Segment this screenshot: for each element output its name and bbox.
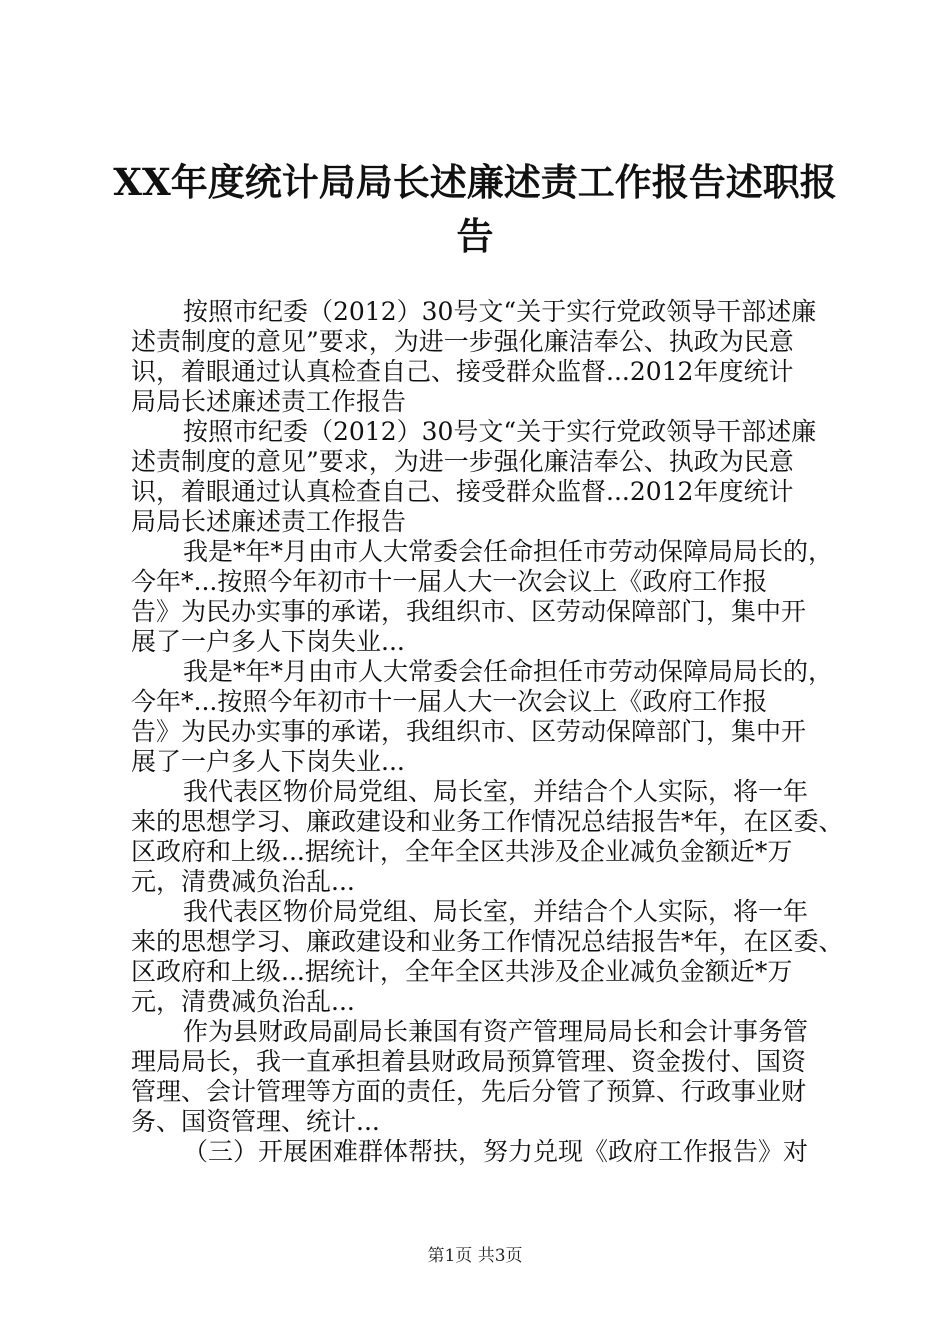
paragraph-5 <box>131 777 844 897</box>
paragraph-line: 务、国资管理、统计... <box>131 1107 380 1136</box>
paragraph-1 <box>131 297 831 417</box>
paragraph-line: 识，着眼通过认真检查自己、接受群众监督...2012年度统计 <box>131 477 794 506</box>
paragraph-line: 作为县财政局副局长兼国有资产管理局局长和会计事务管 <box>183 1017 809 1046</box>
document-title-line-1: XX年度统计局局长述廉述责工作报告述职报 <box>113 160 837 204</box>
paragraph-4 <box>131 657 834 777</box>
paragraph-line: 理局局长，我一直承担着县财政局预算管理、资金拨付、国资 <box>131 1047 807 1076</box>
paragraph-7 <box>131 1017 831 1137</box>
paragraph-line: 识，着眼通过认真检查自己、接受群众监督...2012年度统计 <box>131 357 794 386</box>
document-title-line-2: 告 <box>456 214 494 258</box>
paragraph-line: 管理、会计管理等方面的责任，先后分管了预算、行政事业财 <box>131 1077 807 1106</box>
paragraph-2 <box>131 417 831 537</box>
paragraph-line: （三）开展困难群体帮扶，努力兑现《政府工作报告》对 <box>183 1137 809 1166</box>
paragraph-line: 述责制度的意见”要求，为进一步强化廉洁奉公、执政为民意 <box>131 447 794 476</box>
paragraph-line: 局局长述廉述责工作报告 <box>131 387 407 416</box>
page-number-footer: 第1页 共3页 <box>427 1246 523 1266</box>
paragraph-line: 元，清费减负治乱... <box>131 867 355 896</box>
paragraph-line: 区政府和上级...据统计，全年全区共涉及企业减负金额近*万 <box>131 957 793 986</box>
paragraph-line: 述责制度的意见”要求，为进一步强化廉洁奉公、执政为民意 <box>131 327 794 356</box>
paragraph-line: 我是*年*月由市人大常委会任命担任市劳动保障局局长的， <box>183 537 834 566</box>
paragraph-line: 告》为民办实事的承诺，我组织市、区劳动保障部门，集中开 <box>131 597 807 626</box>
document-body <box>131 297 844 1167</box>
paragraph-line: 展了一户多人下岗失业... <box>131 627 405 656</box>
paragraph-line: 局局长述廉述责工作报告 <box>131 507 407 536</box>
paragraph-line: 我代表区物价局党组、局长室，并结合个人实际，将一年 <box>183 897 809 926</box>
paragraph-line: 来的思想学习、廉政建设和业务工作情况总结报告*年，在区委、 <box>131 807 844 836</box>
paragraph-line: 按照市纪委（2012）30号文“关于实行党政领导干部述廉 <box>183 297 817 326</box>
paragraph-8 <box>131 1137 831 1167</box>
paragraph-3 <box>131 537 834 657</box>
paragraph-line: 我是*年*月由市人大常委会任命担任市劳动保障局局长的， <box>183 657 834 686</box>
paragraph-line: 今年*...按照今年初市十一届人大一次会议上《政府工作报 <box>131 687 768 716</box>
paragraph-line: 区政府和上级...据统计，全年全区共涉及企业减负金额近*万 <box>131 837 793 866</box>
paragraph-6 <box>131 897 844 1017</box>
paragraph-line: 展了一户多人下岗失业... <box>131 747 405 776</box>
paragraph-line: 我代表区物价局党组、局长室，并结合个人实际，将一年 <box>183 777 809 806</box>
paragraph-line: 告》为民办实事的承诺，我组织市、区劳动保障部门，集中开 <box>131 717 807 746</box>
paragraph-line: 元，清费减负治乱... <box>131 987 355 1016</box>
paragraph-line: 按照市纪委（2012）30号文“关于实行党政领导干部述廉 <box>183 417 817 446</box>
paragraph-line: 今年*...按照今年初市十一届人大一次会议上《政府工作报 <box>131 567 768 596</box>
paragraph-line: 来的思想学习、廉政建设和业务工作情况总结报告*年，在区委、 <box>131 927 844 956</box>
